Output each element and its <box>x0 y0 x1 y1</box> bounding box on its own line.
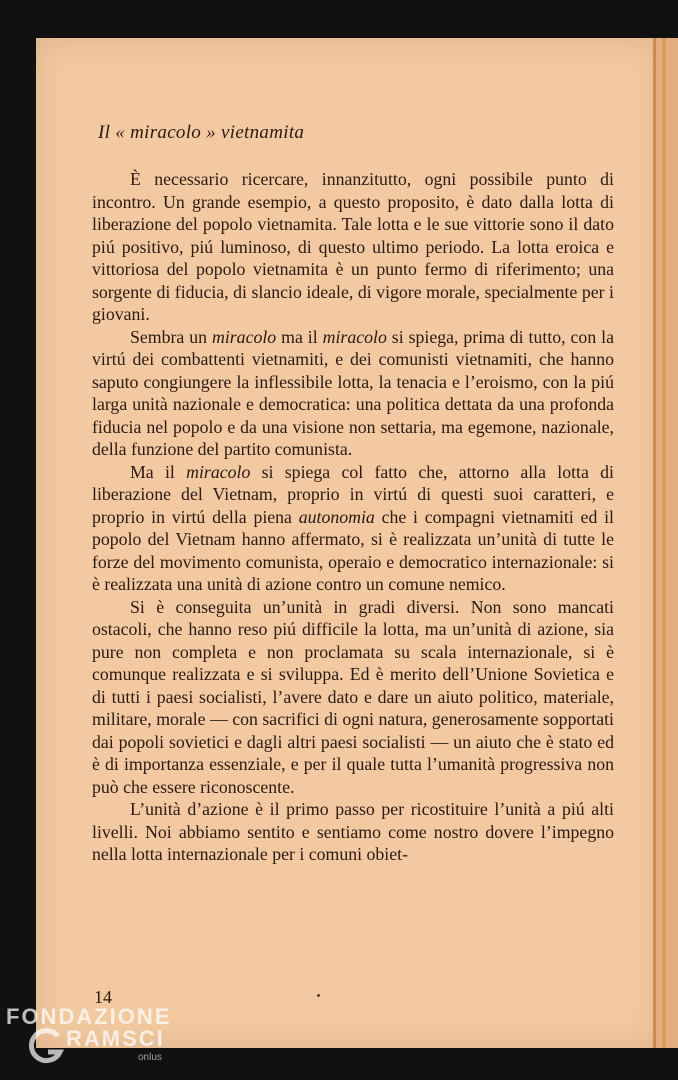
paragraph-4: Si è conseguita un’unità in gradi diversi. Non sono mancati ostacoli, che hanno reso piú difficile la lotta, ma un’unità di azione, sia pure non completa e non proclamata su scala internazionale, si è comunque realizzata e si sviluppa. Ed è merito dell’Unione Sovietica e di tutti i paesi socialisti, l’avere dato e dare un aiuto politico, materiale, militare, morale — con sacrifici di ogni natura, generosamente sopportati dai popoli sovietici e dagli altri paesi socialisti — un aiuto che è stato ed è di importanza essenziale, e per il quale tutta l’umanità progressiva non può che essere riconoscente. <box>92 596 614 797</box>
watermark-onlus: onlus <box>138 1052 162 1063</box>
page-edge <box>662 38 666 1048</box>
running-header: Il « miracolo » vietnamita <box>98 122 305 143</box>
fondazione-logo-icon <box>26 1026 66 1066</box>
paragraph-2: Sembra un miracolo ma il miracolo si spiega, prima di tutto, con la virtú dei combattenti vietnamiti, e dei comunisti vietnamiti, che hanno saputo congiungere la inflessibile lotta, la tenacia e l’eroismo, con la piú larga unità nazionale e democratica: una politica dettata da una profonda fiducia nel popolo e da una visione non settaria, ma egemone, nazionale, della funzione del partito comunista. <box>92 326 614 459</box>
paragraph-3: Ma il miracolo si spiega col fatto che, attorno alla lotta di liberazione del Vietnam, proprio in virtú di questi suoi caratteri, e proprio in virtú della piena autonomia che i compagni vietnamiti ed il popolo del Vietnam hanno affermato, si è realizzata un’unità di tutte le forze del movimento comunista, operaio e democratico internazionale: si è realizzata una unità di azione contro un comune nemico. <box>92 461 614 594</box>
watermark-line2: RAMSCI <box>66 1026 165 1051</box>
watermark-line1: FONDAZIONE <box>6 1004 172 1029</box>
body-text <box>92 168 614 866</box>
print-dot <box>317 994 320 997</box>
paragraph-5: L’unità d’azione è il primo passo per ricostituire l’unità a piú alti livelli. Noi abbiamo sentito e sentiamo come nostro dovere l’impegno nella lotta internazionale per i comuni obiet- <box>92 799 614 864</box>
page-number: 14 <box>94 987 112 1007</box>
paragraph-1: È necessario ricercare, innanzitutto, ogni possibile punto di incontro. Un grande esempio, a questo proposito, è dato dalla lotta di liberazione del popolo vietnamita. Tale lotta e le sue vittorie sono il dato piú positivo, piú luminoso, di questo ultimo periodo. La lotta eroica e vittoriosa del popolo vietnamita è un punto fermo di riferimento; una sorgente di fiducia, di slancio ideale, di vigore morale, specialmente per i giovani. <box>92 169 614 324</box>
